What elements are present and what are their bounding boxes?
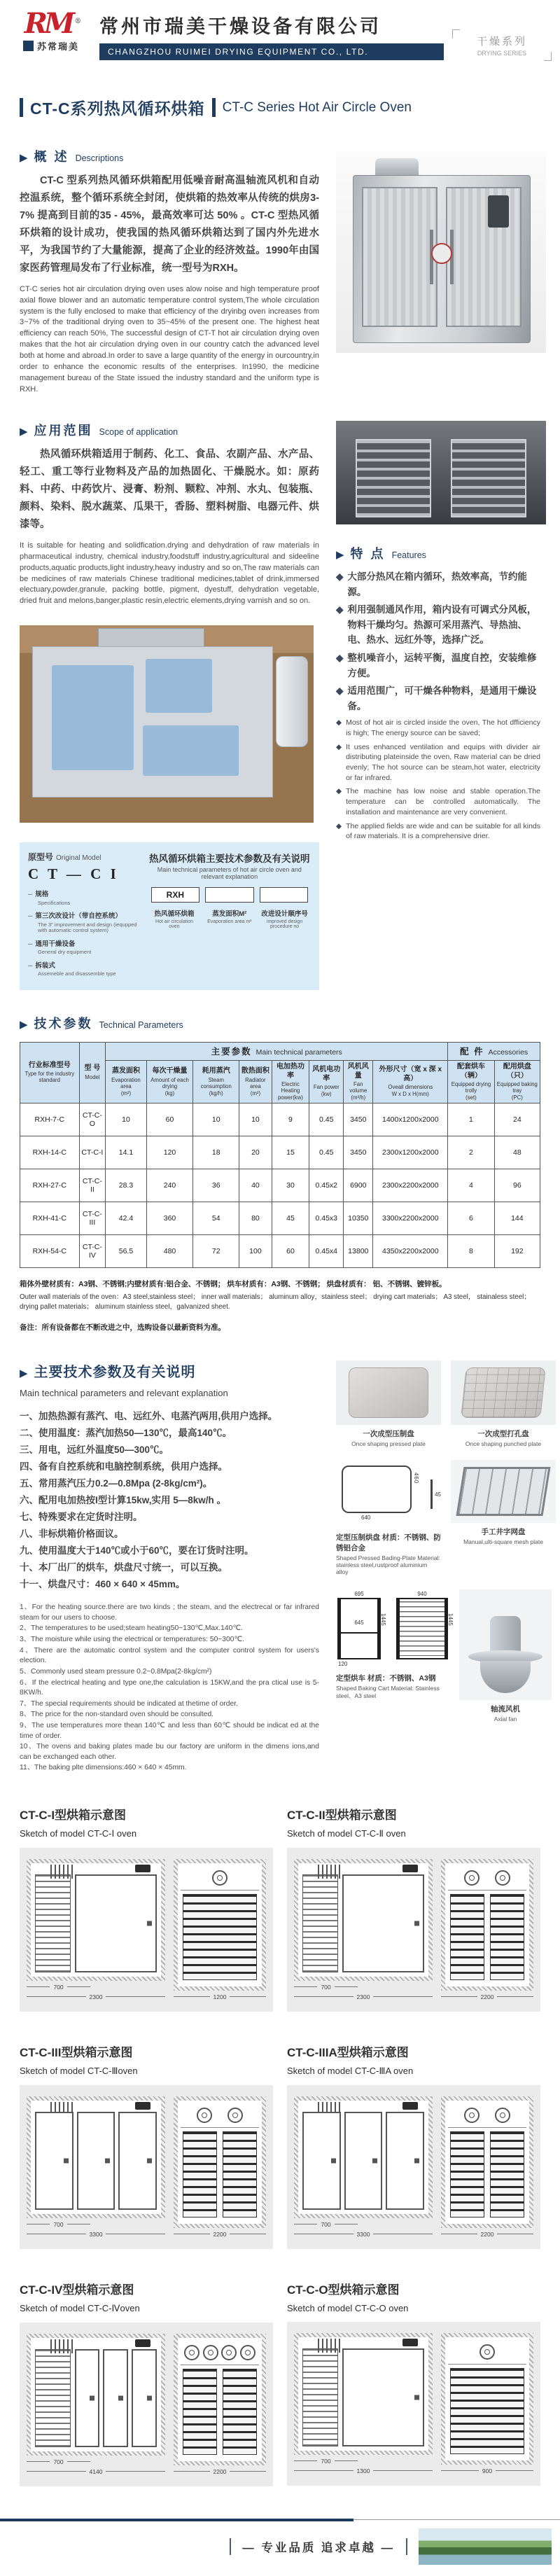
feature-item: ◆ 利用强制通风作用，箱内设有可调式分风板，物料干燥均匀。热源可采用蒸汽、导热油、电、热水、远红外等，选择广泛。 — [336, 602, 540, 648]
cart-outline — [396, 1591, 454, 1659]
table-cell: 240 — [146, 1169, 192, 1202]
explanation-item: 十、本厂出厂的烘车，烘盘尺寸统一，可以互换。 — [20, 1562, 227, 1573]
table-cell: CT-C-O — [79, 1103, 106, 1136]
landscape-photo — [419, 2528, 552, 2565]
oven-door — [77, 2112, 115, 2210]
descriptions-heading: ▶ 概 述 Descriptions — [20, 150, 124, 164]
explanation-item: 八、非标烘箱价格面议。 — [20, 1529, 124, 1540]
features-list-cn — [336, 569, 540, 713]
heater-coil — [318, 2339, 343, 2353]
diamond-bullet-icon: ◆ — [336, 604, 344, 615]
drying-trolley — [451, 439, 526, 517]
oven-interior-photo — [336, 421, 546, 524]
column-header: 风机电功率 Fan power (kw) — [309, 1061, 344, 1103]
table-cell: 3450 — [344, 1103, 373, 1136]
oven-door — [103, 2349, 128, 2447]
fan-icon — [464, 1870, 479, 1886]
table-cell: 6 — [448, 1202, 494, 1234]
table-cell: 480 — [146, 1234, 192, 1267]
explanation-item: 10、The ovens and baking plates made bu our factory are uniform in the dimens ions,and can be exchanged each other. — [20, 1743, 319, 1761]
mesh-plate-card: 手工井字网盘 Manual,ulti-square mesh plate — [451, 1460, 556, 1575]
fan-icon — [464, 2108, 479, 2123]
fan-icon — [203, 2345, 218, 2360]
machine-tank — [276, 656, 308, 747]
rxh-caption: 改进设计顺序号 improved design procedure no — [261, 910, 308, 930]
table-cell: 8 — [448, 1234, 494, 1267]
table-cell: 2 — [448, 1136, 494, 1169]
table-cell: CT-C-I — [79, 1136, 106, 1169]
diamond-bullet-icon: ◆ — [336, 742, 342, 751]
explanation-item: 七、特殊要求在定货时注明。 — [20, 1512, 143, 1523]
fan-icon — [479, 2344, 495, 2360]
explanation-item: 3、The moisture while using the electrical or temperatures: 50~300℃. — [20, 1636, 244, 1644]
pressed-plate-card: 一次成型压制盘 Once shaping pressed plate — [336, 1360, 441, 1447]
mesh-plate-photo — [451, 1460, 556, 1523]
pipe-icon — [230, 2538, 231, 2555]
arrow-icon: ▶ — [20, 1019, 28, 1031]
heater-coil — [50, 1865, 76, 1879]
fan-motor — [135, 2102, 150, 2110]
logo-subtitle: 苏常瑞美 — [10, 39, 92, 53]
oven-door — [446, 187, 522, 327]
oven-technical-drawing: 700 3300 2200 — [287, 2085, 540, 2249]
table-cell: 30 — [272, 1169, 309, 1202]
technical-parameters-section — [0, 1014, 560, 1332]
oven-door — [302, 2112, 341, 2210]
table-cell: 4 — [448, 1169, 494, 1202]
oven-door — [132, 2349, 157, 2447]
table-row — [20, 1169, 540, 1202]
oven-control-panel — [488, 195, 509, 228]
diamond-bullet-icon: ◆ — [336, 685, 344, 697]
table-cell: 1 — [448, 1103, 494, 1136]
col-model: 型 号 Model — [79, 1043, 106, 1103]
connector-line-icon: ─ — [28, 940, 33, 947]
cart-dimension-diagram: 695 1445 645 120 940 1445 定型烘车 材质：不锈钢、A3钢 Shaped Baking Cart Material: Stainless steel、A3 steel — [336, 1591, 454, 1700]
tray-stack — [450, 2131, 484, 2218]
tray-stack — [302, 1874, 338, 1972]
materials-note-cn: 箱体外壁材质有：A3钢、不锈钢;内壁材质有:铝合金、不锈钢； 烘车材质有：A3钢、不锈钢； 烘盘材质有： 铝、不锈钢、镀锌板。 — [20, 1279, 447, 1288]
oven-technical-drawing: 700 2300 1200 — [20, 1848, 273, 2012]
explanation-heading-en: Main technical parameters and relevant explanation — [20, 1388, 228, 1399]
dim-640: 640 — [361, 1515, 371, 1522]
column-header: 蒸发面积 Evaporation area (m²) — [106, 1061, 147, 1103]
pipe-icon — [406, 2538, 407, 2555]
scope-features-section — [0, 421, 560, 990]
table-cell: 0.45 — [309, 1136, 344, 1169]
table-cell: RXH-41-C — [20, 1202, 80, 1234]
fan-icon — [212, 1870, 227, 1886]
explanation-item: 四、备有自控系统和电脑控制系统，供用户选择。 — [20, 1461, 227, 1473]
feature-item: ◆ It uses enhanced ventilation and equips with divider air distributing plateinside the oven, Raw material can be dried evenly; The hot source can be steam,hot water, electricity or far infrared. — [336, 742, 540, 782]
table-cell: RXH-27-C — [20, 1169, 80, 1202]
protective-film — [143, 725, 239, 777]
sketch-panel-ct-c-iii: CT-C-III型烘箱示意图 Sketch of model CT-C-Ⅲoven 700 3300 2200 — [20, 2042, 273, 2249]
plate-dimension-diagram: 460 640 45 定型压制烘盘 材质：不锈钢、防锈铝合金 Shaped Pressed Bading-Plate Material: stainless steel,rustproof aluminium alloy — [336, 1460, 441, 1575]
diamond-bullet-icon: ◆ — [336, 652, 344, 663]
heater-coil — [318, 1865, 343, 1879]
oven-vent — [375, 158, 419, 176]
explanation-item: 九、使用温度大于140℃或小于60℃，要在订货时注明。 — [20, 1545, 254, 1557]
table-cell: 10 — [106, 1103, 147, 1136]
scope-text-cn: 热风循环烘箱适用于制药、化工、食品、农副产品、水产品、轻工、重工等行业物料及产品的加热固化、干燥脱水。如：原药料、中药、中药饮片、浸膏、粉剂、颗粒、冲剂、水丸、包装瓶、颜料、染料、脱水蔬菜、瓜果干，香肠、塑料树脂、电器元件、烘漆等。 — [20, 449, 319, 530]
scope-text-en: It is suitable for heating and solidfication.drying and dehydration of raw materials in pharmaceutical industry, chemical industry,foodstuff industry,agricultural and sideeline products,aquatic products,light industry,heavy industry and so on,The raw materials can be medicines of raw materials Chinese traditional medicines,tablet of drink,immersed electuary,powder,granule, packing bottle, pigment, dyestuff, dehydration vegetable, dried fruit and melons,banger,plastic resin,electric elements,drying varnish and so on. — [20, 541, 319, 606]
oven-technical-drawing: 700 2300 2200 — [287, 1848, 540, 2012]
tray-stack — [223, 2369, 257, 2455]
machine-duct — [98, 628, 204, 648]
sketch-panel-ct-c-i: CT-C-I型烘箱示意图 Sketch of model CT-C-Ⅰ oven 700 2300 1200 — [20, 1805, 273, 2012]
explanation-item: 9、The use temperatures more thean 140℃ and less than 60℃ should be indicat ed at the time of order. — [20, 1721, 319, 1740]
explanation-item: 1、For the heating source.there are two kinds ; the steam, and the electrecal or far infrared steam for our users to choose. — [20, 1603, 319, 1622]
oven-door — [362, 187, 438, 327]
logo-square-icon — [23, 41, 34, 51]
table-cell: 0.45x4 — [309, 1234, 344, 1267]
punched-plate-card: 一次成型打孔盘 Once shaping punched plate — [451, 1360, 556, 1447]
feature-item: ◆ 大部分热风在箱内循环，热效率高，节约能源。 — [336, 569, 540, 599]
blank-code-box — [260, 887, 308, 903]
dim-45: 45 — [435, 1491, 441, 1498]
table-cell: CT-C-II — [79, 1169, 106, 1202]
table-cell: 100 — [239, 1234, 272, 1267]
table-row — [20, 1202, 540, 1234]
column-header: 电加热功率 Electric Heating power(kw) — [272, 1061, 309, 1103]
table-cell: 10 — [239, 1103, 272, 1136]
materials-note-en: Outer wall materials of the oven：A3 steel,stainless steel； inner wall materials； aluminum alloy，stainless steel； drying cart materials； A3 steel， stainaless steel； drying pallet materials； aluminum stainless steel，galvanized sheet. — [20, 1293, 531, 1311]
explanation-item: 5、Commonly used steam pressure 0.2~0.8Mpa(2-8kg/cm²) — [20, 1667, 212, 1676]
explanation-item: 2、The temperatures to be used;steam heating50~130℃,Max.140℃. — [20, 1624, 243, 1633]
table-cell: 72 — [193, 1234, 239, 1267]
series-badge: 干燥系列 DRYING SERIES — [452, 29, 552, 61]
fan-motor — [135, 2339, 150, 2347]
explanation-list-en — [20, 1603, 319, 1774]
table-cell: RXH-14-C — [20, 1136, 80, 1169]
page-title — [20, 96, 560, 119]
model-code-label: ─ 拆装式 Assemeble and disassemble type — [28, 961, 116, 977]
column-header: 外形尺寸（宽 x 深 x 高） Oveall dimensions W x D x H(mm) — [373, 1061, 448, 1103]
table-cell: 56.5 — [106, 1234, 147, 1267]
dim-120: 120 — [338, 1661, 348, 1668]
model-code-breakdown: 原型号 Original Model C T — C I ─ 规格 Specifications ─ 第三次改设计（带自控系统） The 3" improvement and design (iequpped with automatic control system) ─ 通用干燥设备 General dry equipment ─ 拆装式 Assemeble and disassemble type — [28, 851, 141, 980]
fan-bowl — [480, 1661, 531, 1693]
company-block — [92, 11, 452, 60]
diamond-bullet-icon: ◆ — [336, 571, 344, 582]
explanation-section — [0, 1360, 560, 1774]
arrow-icon: ▶ — [20, 152, 28, 164]
table-cell: 0.45x3 — [309, 1202, 344, 1234]
fan-motor — [402, 1865, 418, 1872]
oven-door — [386, 2112, 424, 2210]
rxh-code-box: RXH — [151, 887, 200, 903]
feature-item: ◆ The machine has low noise and stable operation.The temperature can be controlled automatically. The installation and maintenance are very convenient. — [336, 787, 540, 816]
descriptions-text-cn: CT-C 型系列热风循环烘箱配用低噪音耐高温轴流风机和自动控温系统，整个循环系统全封闭，使烘箱的热效率从传统的烘房3-7% 提高到目前的35 - 45%，最高效率可达 50% 。CT-C 型热风循环烘箱的设计成功，使我国的热风循环烘箱达到了国内外先进水平，为我国节约了大量能源，提高了企业的经济效益。1990年由国家医药管理局发布了行业标准，统一型号为RXH。 — [20, 175, 319, 274]
arrow-icon: ▶ — [20, 1367, 28, 1380]
table-cell: CT-C-IV — [79, 1234, 106, 1267]
machine-body — [32, 646, 273, 798]
tray-stack — [35, 2349, 71, 2447]
table-cell: 45 — [272, 1202, 309, 1234]
oven-technical-drawing: 700 4140 2200 — [20, 2323, 273, 2486]
fan-icon — [197, 2108, 212, 2123]
table-cell: 54 — [193, 1202, 239, 1234]
column-header: 风机风量 Fan volume (m³/h) — [344, 1061, 373, 1103]
oven-door — [344, 2112, 383, 2210]
protective-film — [146, 659, 213, 713]
table-cell: 20 — [239, 1136, 272, 1169]
descriptions-section — [0, 147, 560, 401]
model-code-label: ─ 第三次改设计（带自控系统） The 3" improvement and design (iequpped with automatic control system) — [28, 912, 137, 934]
sketch-panel-ct-c-iiia: CT-C-IIIA型烘箱示意图 Sketch of model CT-C-ⅢA oven 700 3300 2200 — [287, 2042, 540, 2249]
drying-trolley — [356, 439, 430, 517]
explanation-item: 7、The special requirements should be indicated at thetime of order. — [20, 1699, 238, 1708]
parameters-table — [20, 1042, 540, 1268]
oven-door — [35, 2112, 74, 2210]
table-cell: 144 — [494, 1202, 540, 1234]
feature-item: ◆ The applied fields are wide and can be suitable for all kinds of raw materials. It is a comprehensive drier. — [336, 821, 540, 841]
oven-technical-drawing: 700 3300 2200 — [20, 2085, 273, 2249]
connector-line-icon: ─ — [28, 891, 33, 898]
explanation-item: 8、The price for the non-standard oven should be consulted. — [20, 1711, 214, 1719]
table-cell: 60 — [146, 1103, 192, 1136]
group-main-parameters: 主要参数 Main technical parameters — [106, 1043, 448, 1061]
fan-icon — [240, 2345, 255, 2360]
explanation-item: 一、加热热源有蒸汽、电、远红外、电蒸汽两用,供用户选择。 — [20, 1411, 278, 1422]
plate-side-bar — [430, 1480, 433, 1509]
oven-door — [75, 2349, 100, 2447]
table-cell: 360 — [146, 1202, 192, 1234]
page-title-cn: CT-C系列热风循环烘箱 — [30, 99, 205, 118]
oven-logo-badge — [431, 243, 452, 264]
table-cell: 10 — [193, 1103, 239, 1136]
features-list-en — [336, 718, 540, 842]
table-cell: 0.45x2 — [309, 1169, 344, 1202]
table-cell: 6900 — [344, 1169, 373, 1202]
column-header: 配套烘车（辆） Equipped drying trolly (set) — [448, 1061, 494, 1103]
fan-motor — [490, 1616, 521, 1654]
protective-film — [52, 665, 133, 770]
fan-motor — [402, 2102, 418, 2110]
tray-stack — [490, 2131, 524, 2218]
table-cell: 15 — [272, 1136, 309, 1169]
diamond-bullet-icon: ◆ — [336, 787, 342, 796]
accessories-column — [336, 1360, 543, 1774]
table-cell: 4350x2200x2000 — [373, 1234, 448, 1267]
fan-icon — [495, 2108, 510, 2123]
oven-door — [342, 2348, 424, 2446]
table-cell: 2300x2200x2000 — [373, 1169, 448, 1202]
column-header: 耗用蒸汽 Steam consumption (kg/h) — [193, 1061, 239, 1103]
page-title-en: CT-C Series Hot Air Circle Oven — [222, 99, 412, 115]
model-code: C T — C I — [28, 865, 119, 883]
explanation-item: 4、There are the automatic control system and the computer control system for users's election. — [20, 1646, 319, 1665]
oven-door — [118, 2112, 157, 2210]
connector-line-icon: ─ — [28, 912, 33, 920]
registered-icon: ® — [74, 17, 78, 25]
table-cell: 192 — [494, 1234, 540, 1267]
axial-fan-photo — [459, 1589, 552, 1700]
table-cell: 3450 — [344, 1136, 373, 1169]
table-cell: CT-C-III — [79, 1202, 106, 1234]
heater-coil — [50, 2339, 76, 2353]
explanation-item: 二、使用温度：蒸汽加热50—130℃，最高140℃。 — [20, 1428, 232, 1439]
fan-motor — [402, 2339, 418, 2346]
diamond-bullet-icon: ◆ — [336, 718, 342, 727]
title-bar-icon — [20, 98, 23, 117]
table-cell: 1400x1200x2000 — [373, 1103, 448, 1136]
explanation-item: 十一、烘盘尺寸：460 × 640 × 45mm。 — [20, 1579, 186, 1590]
tray-stack — [302, 2348, 338, 2446]
sketch-row-1 — [0, 1805, 560, 2012]
fan-icon — [221, 2345, 237, 2360]
table-cell: 18 — [193, 1136, 239, 1169]
punched-plate-photo — [451, 1360, 556, 1425]
table-cell: 80 — [239, 1202, 272, 1234]
tray-stack — [35, 1874, 71, 1972]
dim-1445: 1445 — [447, 1613, 454, 1627]
explanation-list-cn — [20, 1408, 319, 1593]
tray-stack — [183, 2131, 217, 2218]
sketch-row-3 — [0, 2280, 560, 2486]
divider-navy-segment — [0, 2519, 354, 2521]
plate-outline — [342, 1465, 412, 1513]
cart-outline — [337, 1591, 386, 1668]
table-cell: 14.1 — [106, 1136, 147, 1169]
company-name-cn: 常州市瑞美干燥设备有限公司 — [99, 16, 382, 38]
footer-slogan: — 专业品质 追求卓越 — — [242, 2541, 395, 2554]
divider-gray-segment — [354, 2519, 560, 2520]
column-header: 每次干燥量 Amount of each drying (kg) — [146, 1061, 192, 1103]
model-code-label: ─ 通用干燥设备 General dry equipment — [28, 940, 92, 956]
dim-940: 940 — [417, 1591, 427, 1598]
tray-stack — [490, 1894, 524, 1980]
table-cell: 120 — [146, 1136, 192, 1169]
sketch-panel-ct-c-o: CT-C-O型烘箱示意图 Sketch of model CT-C-O oven 700 1300 900 — [287, 2280, 540, 2486]
dim-1445: 1445 — [380, 1613, 386, 1627]
tray-stack — [450, 1894, 484, 1980]
feature-item: ◆ Most of hot air is circled inside the oven, The hot dfficiency is high; The energy source can be saved; — [336, 718, 540, 738]
scope-heading: ▶ 应用范围 Scope of application — [20, 424, 178, 438]
table-cell: 10350 — [344, 1202, 373, 1234]
footer — [0, 2519, 560, 2576]
oven-door — [75, 1874, 157, 1972]
table-cell: 36 — [193, 1169, 239, 1202]
sketch-panel-ct-c-ii: CT-C-II型烘箱示意图 Sketch of model CT-C-Ⅱ oven 700 2300 2200 — [287, 1805, 540, 2012]
table-cell: 3300x2200x2000 — [373, 1202, 448, 1234]
col-industry-standard: 行业标准型号 Type for the industry standard — [20, 1043, 80, 1103]
table-cell: 13800 — [344, 1234, 373, 1267]
descriptions-text-en: CT-C series hot air circulation drying oven uses alow noise and high temperature proof axial flowe blower and an automatic temperature control system,The whole circulation system is the fully enclosed to make that efficiency of the dryinbg oven increases from 3~7% of the traditional drying oven to 35~45% of the present one. The highest heat efficiency can reach 50%, The successful design of CT-T hot air circulation drying oven makes that the hot air circulation drying oven in our country catch the advanced level both at home and abroad.In order to save a large quantity of the energy in ourcountry,in order to enhance the economic results of the enterprises. In1990, the medicine management bureau of the State issued the industry standard and the uniform type is RXH. — [20, 284, 319, 394]
rxh-model-diagram: 热风循环烘箱主要技术参数及有关说明 Main technical parameters of hot air circle oven and relevant explanation RXH 热风循环烘箱 Hot air circulation oven 蒸发面积M² Evaporation area m² 改进设计顺序号 improved design procedure no — [149, 854, 310, 930]
feature-item: ◆ 整机噪音小，运转平衡，温度自控，安装维修方便。 — [336, 650, 540, 681]
model-explanation-box — [20, 842, 319, 990]
table-row — [20, 1136, 540, 1169]
explanation-item: 六、配用电加热按I型计算15kw,实用 5—8kw/h 。 — [20, 1495, 227, 1506]
table-cell: 40 — [239, 1169, 272, 1202]
table-cell: 24 — [494, 1103, 540, 1136]
fan-icon — [227, 2108, 243, 2123]
table-cell: 2300x1200x2000 — [373, 1136, 448, 1169]
tech-heading: ▶ 技术参数 Technical Parameters — [20, 1017, 183, 1031]
diamond-bullet-icon: ◆ — [336, 821, 342, 830]
table-cell: RXH-54-C — [20, 1234, 80, 1267]
table-cell: 9 — [272, 1103, 309, 1136]
dim-645: 645 — [354, 1619, 364, 1626]
column-header: 散热面积 Radiator area (m²) — [239, 1061, 272, 1103]
fan-icon — [495, 1870, 510, 1886]
title-bar-icon — [212, 98, 216, 117]
explanation-item: 11、The baking plte dimensions:460 × 640 × 45mm. — [20, 1764, 187, 1772]
dim-695: 695 — [354, 1591, 364, 1598]
table-cell: 60 — [272, 1234, 309, 1267]
model-code-label: ─ 规格 Specifications — [28, 891, 71, 906]
table-notes — [20, 1279, 540, 1332]
connector-line-icon: ─ — [28, 961, 33, 969]
tray-stack — [183, 1894, 257, 1980]
explanation-item: 6、If the electrical heating and type one,the calculation is 15KW,and the pra ctical use is 5-8KW/h. — [20, 1678, 319, 1697]
table-cell: 48 — [494, 1136, 540, 1169]
table-cell: 28.3 — [106, 1169, 147, 1202]
header — [0, 0, 560, 61]
blank-code-box — [205, 887, 253, 903]
table-row — [20, 1103, 540, 1136]
fan-motor — [135, 1865, 150, 1872]
explanation-item: 三、用电，远红外温度50—300℃。 — [20, 1444, 169, 1456]
table-cell: 42.4 — [106, 1202, 147, 1234]
oven-technical-drawing: 700 1300 900 — [287, 2322, 540, 2486]
company-name-en: CHANGZHOU RUIMEI DRYING EQUIPMENT CO., LTD. — [99, 43, 444, 60]
oven-site-photo — [20, 625, 314, 823]
oven-door — [342, 1874, 424, 1972]
arrow-icon: ▶ — [336, 549, 344, 561]
feature-item: ◆ 适用范围广，可干燥各种物料，是通用干燥设备。 — [336, 683, 540, 713]
tray-stack — [450, 2368, 524, 2454]
tray-stack — [223, 2131, 257, 2218]
dim-460: 460 — [413, 1473, 419, 1484]
axial-fan-card: 轴流风机 Axial fan — [459, 1589, 552, 1722]
group-accessories: 配 件 Accessories — [448, 1043, 540, 1061]
sketch-row-2 — [0, 2042, 560, 2249]
fan-icon — [184, 2345, 200, 2360]
table-row — [20, 1234, 540, 1267]
table-body — [20, 1103, 540, 1267]
company-logo — [10, 7, 92, 53]
pressed-plate-photo — [336, 1360, 441, 1425]
arrow-icon: ▶ — [20, 426, 28, 438]
oven-body — [353, 175, 531, 343]
column-header: 配用烘盘（只） Equipped baking tray (PC) — [494, 1061, 540, 1103]
table-cell: RXH-7-C — [20, 1103, 80, 1136]
explanation-heading: ▶ 主要技术参数及有关说明 — [20, 1365, 196, 1381]
remark-note: 备注：所有设备都在不断改进之中，选购设备以最新资料为准。 — [20, 1323, 225, 1332]
features-heading: ▶ 特 点 Features — [336, 547, 426, 561]
tray-stack — [183, 2369, 217, 2455]
oven-product-photo — [336, 151, 546, 353]
logo-rm-mark: RM ® — [24, 7, 78, 40]
rxh-caption: 热风循环烘箱 Hot air circulation oven — [154, 910, 195, 930]
table-cell: 96 — [494, 1169, 540, 1202]
sketch-panel-ct-c-iv: CT-C-IV型烘箱示意图 Sketch of model CT-C-Ⅳoven 700 4140 2200 — [20, 2280, 273, 2486]
explanation-item: 五、常用蒸汽压力0.2—0.8Mpa (2-8kg/cm²)。 — [20, 1478, 213, 1489]
rxh-caption: 蒸发面积M² Evaporation area m² — [207, 910, 252, 925]
table-cell: 0.45 — [309, 1103, 344, 1136]
